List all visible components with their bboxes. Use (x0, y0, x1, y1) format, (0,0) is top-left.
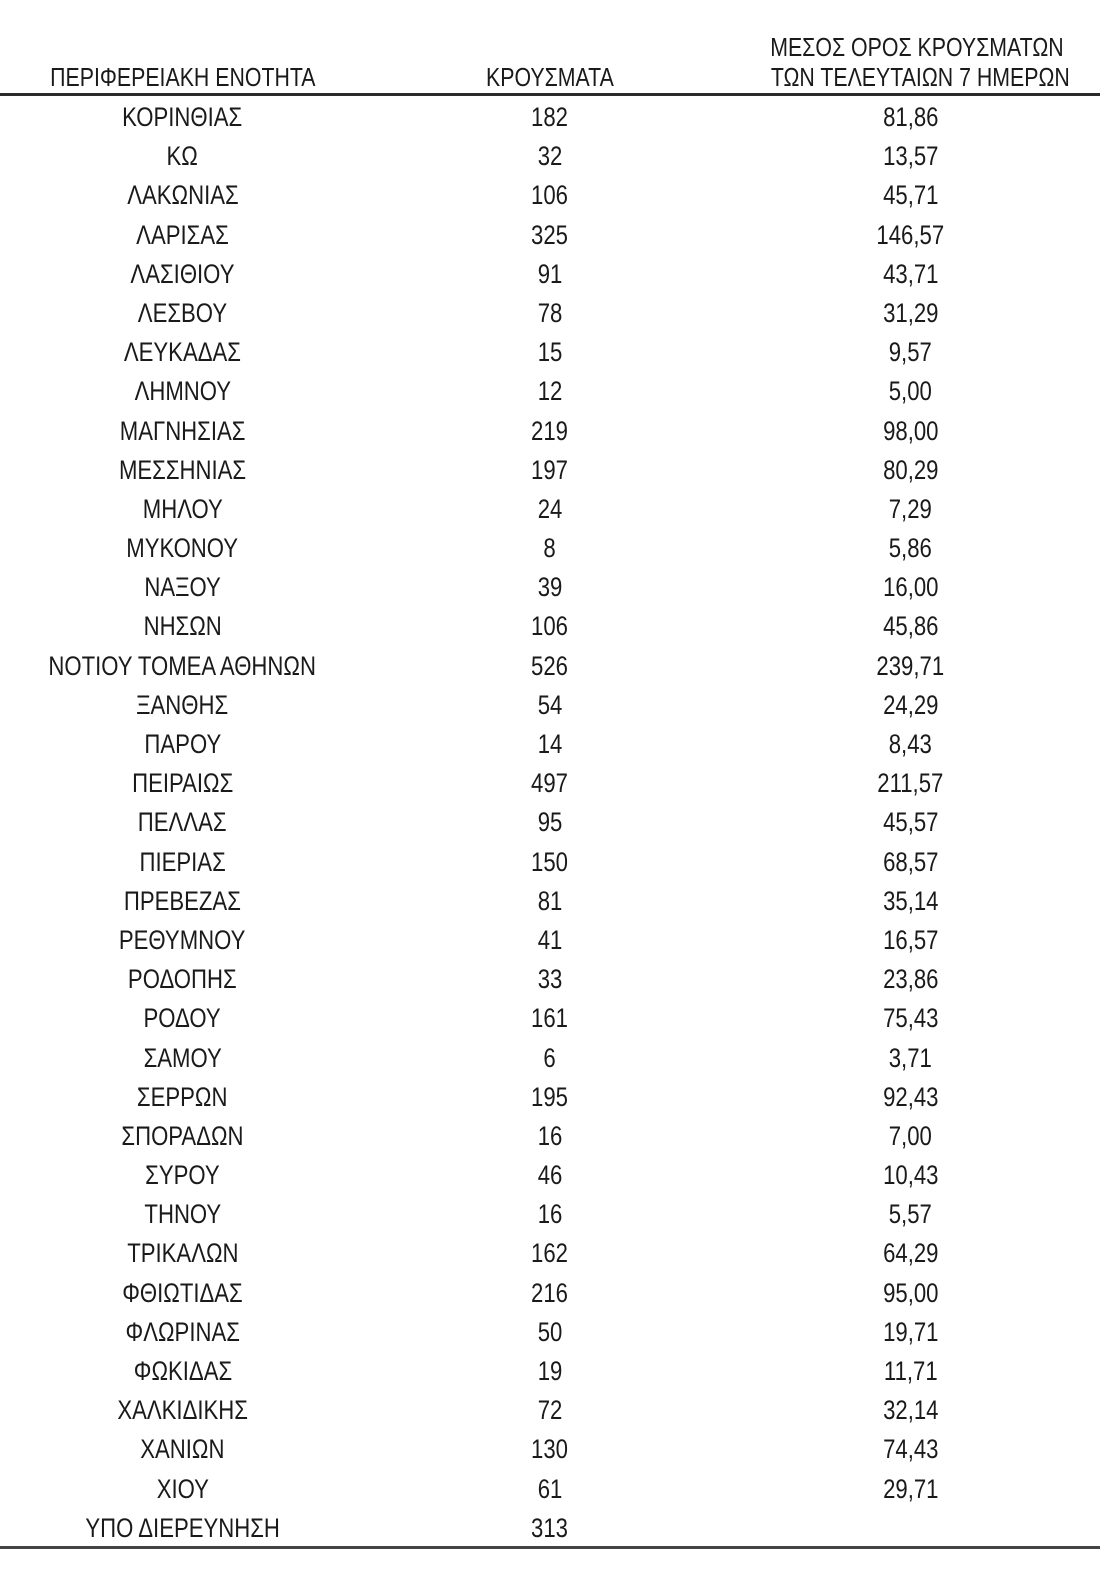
cases-cell (450, 1236, 650, 1271)
regional-unit-cell (0, 296, 365, 331)
column-header-7day-average-line2: ΤΩΝ ΤΕΛΕΥΤΑΙΩΝ 7 ΗΜΕΡΩΝ (770, 62, 1070, 92)
regional-unit-cell-text: ΚΩ (166, 141, 199, 172)
7day-average-cell (738, 609, 1083, 644)
cases-cell-text: 130 (531, 1434, 569, 1465)
regional-unit-cell (0, 805, 365, 840)
cases-cell (450, 962, 650, 997)
7day-average-cell (738, 335, 1083, 370)
7day-average-cell-text: 8,43 (888, 729, 933, 759)
regional-unit-cell (0, 218, 365, 253)
regional-unit-cell-text: ΝΟΤΙΟΥ ΤΟΜΕΑ ΑΘΗΝΩΝ (48, 650, 317, 681)
cases-cell-text: 195 (531, 1081, 569, 1112)
cases-cell-text: 50 (537, 1316, 563, 1347)
cases-cell (450, 453, 650, 488)
regional-unit-cell (0, 1432, 365, 1467)
table-row (0, 216, 1100, 255)
table-row (0, 137, 1100, 176)
table-row (0, 1391, 1100, 1430)
cases-cell (450, 218, 650, 253)
regional-unit-cell-text: ΠΕΙΡΑΙΩΣ (131, 768, 234, 799)
cases-cell-text: 24 (537, 493, 563, 524)
regional-unit-cell-text: ΠΑΡΟΥ (144, 729, 221, 759)
7day-average-cell (738, 257, 1083, 292)
cases-cell-text: 16 (537, 1120, 563, 1151)
table-row (0, 1313, 1100, 1352)
7day-average-cell-text: 19,71 (882, 1316, 939, 1347)
7day-average-cell (738, 1432, 1083, 1467)
regional-unit-cell-text: ΛΑΚΩΝΙΑΣ (126, 180, 239, 211)
regional-unit-cell (0, 923, 365, 958)
cases-cell (450, 492, 650, 527)
7day-average-cell-text: 16,00 (882, 572, 939, 603)
regional-unit-cell-text: ΣΕΡΡΩΝ (137, 1081, 228, 1112)
regional-unit-cell (0, 688, 365, 723)
7day-average-cell (738, 492, 1083, 527)
7day-average-cell-text: 5,00 (888, 376, 933, 407)
cases-cell-text: 197 (531, 454, 569, 485)
cases-cell (450, 257, 650, 292)
column-header-regional-unit (0, 62, 365, 92)
table-row (0, 176, 1100, 215)
7day-average-cell (738, 962, 1083, 997)
regional-unit-cell-text: ΠΡΕΒΕΖΑΣ (123, 885, 242, 916)
regional-unit-cell-text: ΛΑΡΙΣΑΣ (136, 219, 229, 250)
cases-cell (450, 1315, 650, 1350)
7day-average-cell (738, 727, 1083, 762)
regional-unit-cell (0, 492, 365, 527)
cases-cell (450, 1001, 650, 1036)
cases-cell (450, 1472, 650, 1507)
regional-unit-cell-text: ΦΘΙΩΤΙΔΑΣ (122, 1277, 243, 1308)
header-divider (0, 93, 1100, 96)
regional-unit-cell-text: ΡΟΔΟΠΗΣ (128, 964, 237, 995)
7day-average-cell (738, 296, 1083, 331)
table-row (0, 529, 1100, 568)
regional-unit-cell-text: ΛΑΣΙΘΙΟΥ (130, 258, 235, 289)
cases-cell-text: 39 (537, 572, 563, 603)
regional-unit-cell-text: ΜΕΣΣΗΝΙΑΣ (118, 454, 247, 485)
regional-unit-cell (0, 649, 365, 684)
cases-cell (450, 688, 650, 723)
7day-average-cell-text: 7,29 (888, 493, 933, 524)
regional-unit-cell-text: ΛΗΜΝΟΥ (134, 376, 231, 407)
7day-average-cell (738, 1236, 1083, 1271)
regional-unit-cell-text: ΦΛΩΡΙΝΑΣ (125, 1316, 240, 1347)
table-row (0, 451, 1100, 490)
7day-average-cell (738, 1354, 1083, 1389)
regional-unit-cell (0, 1119, 365, 1154)
regional-unit-cell (0, 1276, 365, 1311)
table-row (0, 647, 1100, 686)
cases-cell (450, 1041, 650, 1076)
regional-unit-cell (0, 609, 365, 644)
table-row (0, 999, 1100, 1038)
table-bottom-divider (0, 1546, 1100, 1549)
cases-cell (450, 1276, 650, 1311)
regional-unit-cell (0, 1511, 365, 1546)
cases-cell (450, 1080, 650, 1115)
7day-average-cell-text: 45,57 (882, 807, 939, 838)
7day-average-cell-text: 5,57 (888, 1199, 933, 1230)
table-row (0, 725, 1100, 764)
regional-unit-cell (0, 335, 365, 370)
cases-cell-text: 162 (531, 1238, 569, 1269)
table-row (0, 1274, 1100, 1313)
table-row (0, 1039, 1100, 1078)
table-row (0, 1117, 1100, 1156)
regional-unit-cell (0, 1472, 365, 1507)
table-row (0, 1470, 1100, 1509)
7day-average-cell-text: 35,14 (882, 885, 939, 916)
cases-cell-text: 72 (537, 1395, 563, 1426)
7day-average-cell (738, 570, 1083, 605)
table-row (0, 764, 1100, 803)
cases-cell-text: 33 (537, 964, 563, 995)
table-row (0, 921, 1100, 960)
cases-cell (450, 1197, 650, 1232)
cases-cell (450, 1158, 650, 1193)
cases-cell (450, 570, 650, 605)
cases-cell (450, 296, 650, 331)
7day-average-cell-text: 45,71 (882, 180, 939, 211)
7day-average-cell-text: 3,71 (888, 1042, 933, 1073)
table-row (0, 333, 1100, 372)
regional-unit-cell-text: ΜΗΛΟΥ (142, 493, 223, 524)
7day-average-cell-text: 74,43 (882, 1434, 939, 1465)
regional-unit-cell-text: ΥΠΟ ΔΙΕΡΕΥΝΗΣΗ (85, 1512, 280, 1543)
table-row (0, 960, 1100, 999)
regional-unit-cell-text: ΛΕΣΒΟΥ (137, 297, 228, 328)
table-row (0, 490, 1100, 529)
7day-average-cell-text: 32,14 (882, 1395, 939, 1426)
regional-unit-cell (0, 727, 365, 762)
regional-unit-cell (0, 178, 365, 213)
cases-cell (450, 178, 650, 213)
regional-unit-cell (0, 570, 365, 605)
cases-cell-text: 19 (537, 1356, 563, 1386)
7day-average-cell-text: 5,86 (888, 533, 933, 564)
table-row (0, 607, 1100, 646)
7day-average-cell-text: 68,57 (882, 846, 939, 877)
7day-average-cell (738, 100, 1083, 135)
7day-average-cell-text: 146,57 (876, 219, 945, 250)
regional-unit-cell-text: ΣΥΡΟΥ (145, 1160, 220, 1191)
cases-cell-text: 6 (543, 1042, 557, 1073)
7day-average-cell-text: 16,57 (882, 924, 939, 955)
7day-average-cell-text: 13,57 (882, 141, 939, 172)
7day-average-cell-text: 75,43 (882, 1003, 939, 1034)
7day-average-cell (738, 1158, 1083, 1193)
cases-cell-text: 313 (531, 1512, 569, 1543)
7day-average-cell (738, 1080, 1083, 1115)
cases-cell (450, 649, 650, 684)
7day-average-cell-text: 24,29 (882, 689, 939, 720)
regional-unit-cell-text: ΦΩΚΙΔΑΣ (133, 1356, 232, 1386)
cases-cell-text: 32 (537, 141, 563, 172)
regional-unit-cell (0, 1315, 365, 1350)
regional-unit-cell-text: ΧΙΟΥ (156, 1473, 209, 1504)
table-row (0, 843, 1100, 882)
cases-cell (450, 923, 650, 958)
cases-cell (450, 100, 650, 135)
7day-average-cell (738, 1119, 1083, 1154)
cases-cell-text: 497 (531, 768, 569, 799)
table-row (0, 882, 1100, 921)
7day-average-cell (738, 1315, 1083, 1350)
column-header-regional-unit-label: ΠΕΡΙΦΕΡΕΙΑΚΗ ΕΝΟΤΗΤΑ (49, 62, 316, 92)
cases-cell (450, 1393, 650, 1428)
7day-average-cell (738, 884, 1083, 919)
cases-cell (450, 609, 650, 644)
regional-unit-cell (0, 1197, 365, 1232)
cases-cell-text: 150 (531, 846, 569, 877)
column-header-cases (450, 62, 650, 92)
regional-unit-cell (0, 139, 365, 174)
table-row (0, 803, 1100, 842)
regional-unit-cell (0, 531, 365, 566)
cases-cell-text: 526 (531, 650, 569, 681)
7day-average-cell-text: 7,00 (888, 1120, 933, 1151)
regional-unit-cell (0, 257, 365, 292)
7day-average-cell (738, 923, 1083, 958)
7day-average-cell (738, 1511, 1083, 1546)
regional-unit-cell-text: ΛΕΥΚΑΔΑΣ (123, 337, 242, 368)
7day-average-cell-text: 81,86 (882, 102, 939, 132)
regional-unit-cell-text: ΤΡΙΚΑΛΩΝ (126, 1238, 239, 1269)
7day-average-cell-text: 23,86 (882, 964, 939, 995)
cases-cell-text: 182 (531, 102, 569, 132)
7day-average-cell (738, 374, 1083, 409)
7day-average-cell (738, 845, 1083, 880)
table-row (0, 294, 1100, 333)
cases-cell-text: 78 (537, 297, 563, 328)
table-row (0, 1430, 1100, 1469)
regional-unit-cell-text: ΡΟΔΟΥ (143, 1003, 222, 1034)
regional-unit-cell-text: ΣΑΜΟΥ (143, 1042, 222, 1073)
cases-cell (450, 1511, 650, 1546)
table-row (0, 1195, 1100, 1234)
table-row (0, 255, 1100, 294)
cases-cell (450, 531, 650, 566)
7day-average-cell (738, 1197, 1083, 1232)
regional-unit-cell-text: ΜΥΚΟΝΟΥ (126, 533, 239, 564)
table-row (0, 1352, 1100, 1391)
regional-unit-cell-text: ΠΙΕΡΙΑΣ (139, 846, 226, 877)
table-row (0, 1509, 1100, 1548)
regional-unit-cell (0, 1001, 365, 1036)
regional-unit-cell-text: ΞΑΝΘΗΣ (136, 689, 229, 720)
regional-unit-cell-text: ΤΗΝΟΥ (144, 1199, 221, 1230)
cases-cell-text: 12 (537, 376, 563, 407)
regional-unit-cell (0, 1236, 365, 1271)
7day-average-cell (738, 1276, 1083, 1311)
regional-unit-cell-text: ΣΠΟΡΑΔΩΝ (121, 1120, 244, 1151)
table-row (0, 1078, 1100, 1117)
7day-average-cell-text: 239,71 (876, 650, 945, 681)
regional-unit-cell (0, 1354, 365, 1389)
7day-average-cell (738, 688, 1083, 723)
regional-unit-cell-text: ΡΕΘΥΜΝΟΥ (119, 924, 246, 955)
cases-cell-text: 325 (531, 219, 569, 250)
7day-average-cell-text: 9,57 (888, 337, 933, 368)
table-row (0, 1156, 1100, 1195)
7day-average-cell-text: 95,00 (882, 1277, 939, 1308)
table-row (0, 98, 1100, 137)
cases-cell-text: 46 (537, 1160, 563, 1191)
7day-average-cell-text: 43,71 (882, 258, 939, 289)
7day-average-cell-text: 11,71 (883, 1356, 938, 1386)
regional-unit-cell-text: ΝΑΞΟΥ (144, 572, 221, 603)
cases-cell (450, 884, 650, 919)
7day-average-cell (738, 649, 1083, 684)
7day-average-cell-text: 45,86 (882, 611, 939, 642)
7day-average-cell-text: 98,00 (882, 415, 939, 446)
7day-average-cell (738, 218, 1083, 253)
cases-cell (450, 805, 650, 840)
cases-cell-text: 15 (537, 337, 563, 368)
7day-average-cell-text: 31,29 (882, 297, 939, 328)
cases-cell-text: 14 (537, 729, 563, 759)
cases-cell-text: 8 (543, 533, 557, 564)
column-header-cases-label: ΚΡΟΥΣΜΑΤΑ (486, 62, 614, 92)
7day-average-cell (738, 1472, 1083, 1507)
regional-unit-cell-text: ΚΟΡΙΝΘΙΑΣ (122, 102, 243, 132)
cases-cell-text: 41 (537, 924, 563, 955)
7day-average-cell-text: 29,71 (882, 1473, 939, 1504)
7day-average-cell (738, 805, 1083, 840)
cases-cell (450, 374, 650, 409)
regional-unit-cell (0, 845, 365, 880)
regional-unit-cell (0, 414, 365, 449)
cases-cell (450, 335, 650, 370)
table-row (0, 372, 1100, 411)
cases-cell (450, 766, 650, 801)
7day-average-cell-text: 10,43 (882, 1160, 939, 1191)
cases-cell (450, 1119, 650, 1154)
7day-average-cell (738, 453, 1083, 488)
cases-cell-text: 106 (531, 180, 569, 211)
7day-average-cell (738, 1001, 1083, 1036)
cases-cell-text: 16 (537, 1199, 563, 1230)
7day-average-cell (738, 178, 1083, 213)
regional-unit-cell-text: ΝΗΣΩΝ (143, 611, 222, 642)
cases-cell (450, 727, 650, 762)
regional-unit-cell (0, 962, 365, 997)
7day-average-cell-text: 92,43 (882, 1081, 939, 1112)
cases-cell-text: 61 (537, 1473, 563, 1504)
7day-average-cell (738, 139, 1083, 174)
column-header-7day-average (738, 32, 1093, 92)
regional-unit-cell-text: ΜΑΓΝΗΣΙΑΣ (119, 415, 246, 446)
regional-unit-cell (0, 1080, 365, 1115)
regional-unit-cell (0, 100, 365, 135)
cases-cell-text: 219 (531, 415, 569, 446)
table-row (0, 568, 1100, 607)
cases-cell (450, 414, 650, 449)
cases-cell-text: 106 (531, 611, 569, 642)
table-body (0, 98, 1100, 1548)
cases-cell (450, 845, 650, 880)
table-row (0, 686, 1100, 725)
regional-unit-cell (0, 1041, 365, 1076)
cases-cell-text: 161 (531, 1003, 569, 1034)
cases-cell (450, 1432, 650, 1467)
7day-average-cell (738, 414, 1083, 449)
7day-average-cell-text: 211,57 (877, 768, 944, 799)
regional-unit-cell-text: ΧΑΛΚΙΔΙΚΗΣ (117, 1395, 248, 1426)
regional-unit-cell (0, 884, 365, 919)
7day-average-cell (738, 766, 1083, 801)
regional-unit-cell-text: ΧΑΝΙΩΝ (140, 1434, 225, 1465)
7day-average-cell-text: 80,29 (882, 454, 939, 485)
cases-cell-text: 95 (537, 807, 563, 838)
7day-average-cell (738, 531, 1083, 566)
regional-unit-cell-text: ΠΕΛΛΑΣ (138, 807, 227, 838)
cases-cell-text: 81 (537, 885, 563, 916)
regional-unit-cell (0, 453, 365, 488)
cases-cell (450, 139, 650, 174)
table-row (0, 1234, 1100, 1273)
7day-average-cell-text: 64,29 (882, 1238, 939, 1269)
7day-average-cell (738, 1041, 1083, 1076)
cases-cell-text: 54 (537, 689, 563, 720)
regional-unit-cell (0, 766, 365, 801)
regional-unit-cell (0, 374, 365, 409)
7day-average-cell (738, 1393, 1083, 1428)
column-header-7day-average-line1: ΜΕΣΟΣ ΟΡΟΣ ΚΡΟΥΣΜΑΤΩΝ (770, 32, 1064, 62)
regional-unit-cell (0, 1158, 365, 1193)
regional-unit-cell (0, 1393, 365, 1428)
cases-cell-text: 91 (537, 258, 563, 289)
table-row (0, 412, 1100, 451)
cases-cell (450, 1354, 650, 1389)
cases-cell-text: 216 (531, 1277, 569, 1308)
